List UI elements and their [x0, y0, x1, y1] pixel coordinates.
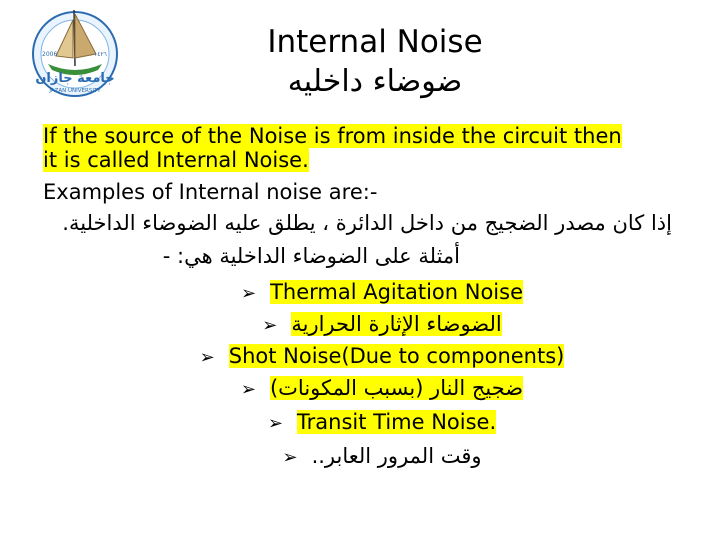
list-item-label: الضوضاء الإثارة الحرارية: [291, 312, 502, 336]
list-item-label: Shot Noise(Due to components): [228, 344, 565, 368]
list-item: [22, 280, 720, 304]
definition-line-2: [43, 148, 309, 172]
logo-arabic-text: جامعة جازان: [35, 71, 115, 86]
definition-line-1-text: If the source of the Noise is from inside the circuit then: [43, 124, 622, 148]
slide-title-arabic: ضوضاء داخليه: [287, 64, 463, 99]
logo-english-text: JAZAN UNIVERSITY: [49, 88, 101, 94]
definition-line-2-text: it is called Internal Noise.: [43, 148, 309, 172]
arrow-bullet-icon: ➢: [240, 283, 257, 304]
list-item: [22, 410, 720, 434]
arrow-bullet-icon: ➢: [262, 315, 278, 336]
list-item-label: Transit Time Noise.: [296, 410, 497, 434]
list-item-label: وقت المرور العابر..: [311, 444, 482, 468]
definition-arabic: إذا كان مصدر الضجيج من داخل الدائرة ، يطلق عليه الضوضاء الداخلية.: [62, 211, 672, 235]
list-item: [22, 444, 720, 468]
arrow-bullet-icon: ➢: [282, 447, 298, 468]
arrow-bullet-icon: ➢: [199, 347, 215, 368]
logo-year-left: 2006: [42, 51, 58, 58]
slide-title-english: Internal Noise: [267, 24, 483, 60]
list-item: [22, 312, 720, 336]
examples-heading: Examples of Internal noise are:-: [43, 180, 378, 204]
list-item: [22, 344, 720, 368]
definition-line-1: [43, 124, 622, 148]
list-item: [22, 376, 720, 400]
arrow-bullet-icon: ➢: [267, 413, 283, 434]
examples-arabic: أمثلة على الضوضاء الداخلية هي: -: [162, 244, 460, 268]
list-item-label: Thermal Agitation Noise: [270, 280, 524, 304]
logo-year-right: ١٤٢٦: [94, 51, 107, 58]
arrow-bullet-icon: ➢: [240, 379, 256, 400]
list-item-label: ضجيج النار (بسبب المكونات): [269, 376, 524, 400]
